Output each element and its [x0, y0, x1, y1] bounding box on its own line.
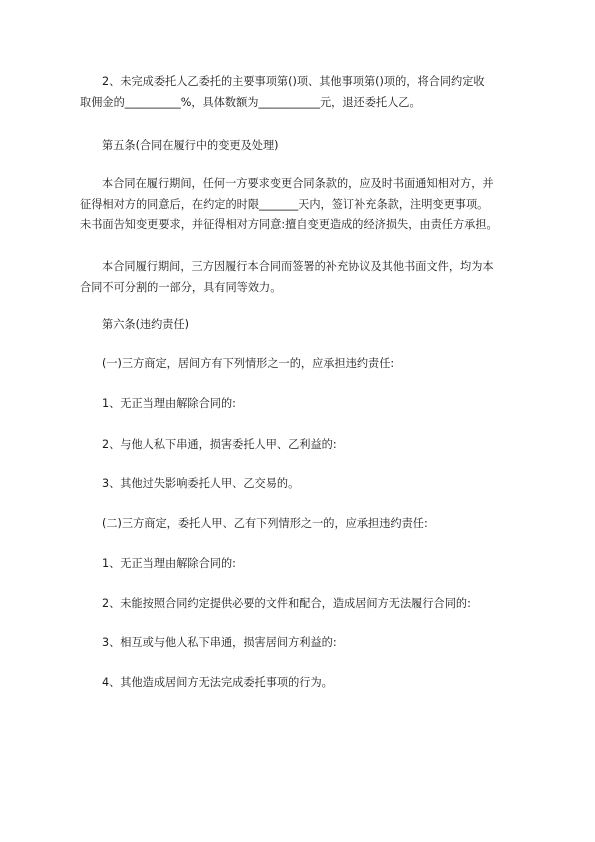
list-item: [80, 435, 532, 456]
text-line: 本合同履行期间，三方因履行本合同而签署的补充协议及其他书面文件，均为本: [102, 260, 494, 273]
list-item: [80, 474, 532, 495]
section-heading-article-5: [80, 136, 532, 157]
text-line: 本合同在履行期间，任何一方要求变更合同条款的，应及时书面通知相对方，并: [102, 177, 494, 190]
heading-text: 第六条(违约责任): [102, 318, 190, 331]
text-line: 未书面告知变更要求，并征得相对方同意:擅自变更造成的经济损失，由责任方承担。: [80, 218, 498, 231]
list-item: [80, 633, 532, 654]
text-line: 3、其他过失影响委托人甲、乙交易的。: [102, 477, 300, 490]
paragraph-contract-change: [80, 174, 532, 236]
text-line: 征得相对方的同意后，在约定的时限_______天内，签订补充条款，注明变更事项。: [80, 197, 489, 211]
text-line: 2、未能按照合同约定提供必要的文件和配合，造成居间方无法履行合同的:: [102, 597, 471, 610]
heading-text: 第五条(合同在履行中的变更及处理): [102, 139, 279, 152]
text-line: 合同不可分割的一部分，具有同等效力。: [80, 280, 282, 294]
paragraph-supplementary-agreements: [80, 257, 532, 298]
text-line: 3、相互或与他人私下串通，损害居间方利益的:: [102, 636, 337, 649]
text-line: 1、无正当理由解除合同的:: [102, 397, 236, 410]
section-heading-article-6: [80, 315, 532, 336]
text-line: 取佣金的__________%，具体数额为___________元，退还委托人乙。: [80, 95, 421, 109]
list-item: [80, 554, 532, 575]
text-line: 2、未完成委托人乙委托的主要事项第()项、其他事项第()项的，将合同约定收: [102, 75, 485, 88]
text-line: 4、其他造成居间方无法完成委托事项的行为。: [102, 676, 333, 689]
paragraph-client-liability: [80, 514, 532, 535]
paragraph-intermediary-liability: [80, 354, 532, 375]
text-line: (二)三方商定，委托人甲、乙有下列情形之一的，应承担违约责任:: [102, 517, 428, 530]
text-line: 1、无正当理由解除合同的:: [102, 557, 236, 570]
list-item: [80, 673, 532, 694]
list-item: [80, 594, 532, 615]
list-item: [80, 394, 532, 415]
paragraph-refund-clause: [80, 72, 532, 113]
text-line: 2、与他人私下串通，损害委托人甲、乙利益的:: [102, 438, 337, 451]
text-line: (一)三方商定，居间方有下列情形之一的，应承担违约责任:: [102, 357, 395, 370]
